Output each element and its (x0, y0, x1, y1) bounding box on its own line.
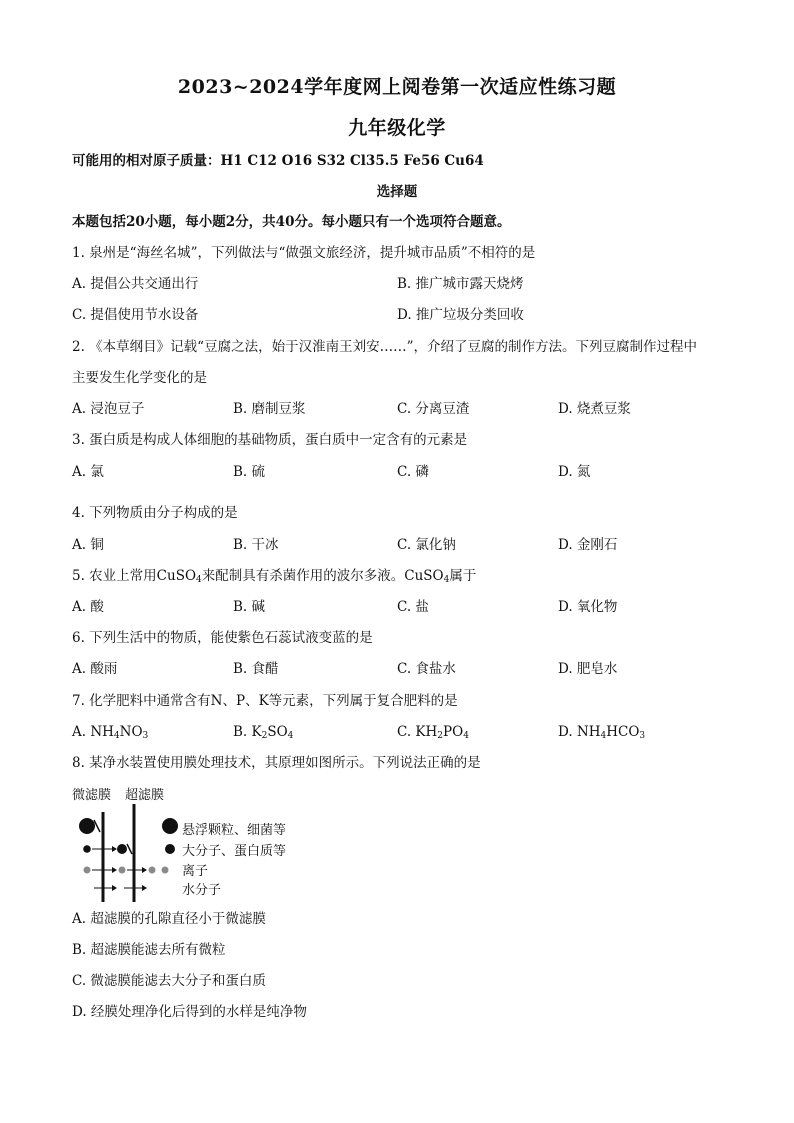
ion (162, 867, 169, 874)
q6-stem: 6. 下列生活中的物质，能使紫色石蕊试液变蓝的是 (72, 630, 373, 646)
q1-option-d: D. 推广垃圾分类回收 (397, 307, 524, 323)
ultrafiltration-label: 超滤膜 (125, 788, 165, 803)
macromolecule (117, 844, 127, 854)
q8-stem: 8. 某净水装置使用膜处理技术，其原理如图所示。下列说法正确的是 (72, 755, 481, 771)
legend-water: 水分子 (182, 883, 222, 898)
ion (149, 867, 156, 874)
q1-option-c: C. 提倡使用节水设备 (72, 307, 199, 323)
q3-option-a: A. 氯 (72, 464, 104, 480)
q4-stem: 4. 下列物质由分子构成的是 (72, 505, 238, 521)
q4-option-c: C. 氯化钠 (397, 537, 456, 553)
q5-option-c: C. 盐 (397, 599, 429, 615)
section-instruction: 本题包括20小题，每小题2分，共40分。每小题只有一个选项符合题意。 (72, 214, 511, 230)
q2-option-d: D. 烧煮豆浆 (558, 401, 631, 417)
q8-option-a: A. 超滤膜的孔隙直径小于微滤膜 (72, 911, 266, 927)
q3-option-b: B. 硫 (233, 464, 266, 480)
q8-option-d: D. 经膜处理净化后得到的水样是纯净物 (72, 1004, 307, 1020)
legend-marker-macromolecule (165, 844, 175, 854)
q8-option-c: C. 微滤膜能滤去大分子和蛋白质 (72, 973, 266, 989)
ion (119, 867, 126, 874)
q6-option-c: C. 食盐水 (397, 661, 456, 677)
atomic-masses: 可能用的相对原子质量：H1 C12 O16 S32 Cl35.5 Fe56 Cu64 (72, 153, 484, 169)
q7-option-d: D. $NH_4HCO_3$ (558, 724, 646, 741)
legend-suspended: 悬浮颗粒、细菌等 (182, 823, 287, 838)
legend-ion: 离子 (182, 864, 209, 879)
section-name: 选择题 (376, 184, 418, 200)
q5-stem: 5. 农业上常用CuSO$_4$来配制具有杀菌作用的波尔多液。CuSO$_4$属于 (72, 568, 477, 585)
q4-option-d: D. 金刚石 (558, 537, 618, 553)
q2-stem-line1: 2. 《本草纲目》记载“豆腐之法，始于汉淮南王刘安……”，介绍了豆腐的制作方法。下列豆腐制作过程中 (72, 339, 697, 355)
microfiltration-label: 微滤膜 (72, 788, 112, 803)
q1-option-b: B. 推广城市露天烧烤 (397, 276, 524, 292)
q4-option-a: A. 铜 (72, 537, 104, 553)
q7-stem: 7. 化学肥料中通常含有N、P、K等元素，下列属于复合肥料的是 (72, 693, 458, 709)
q3-option-d: D. 氮 (558, 464, 591, 480)
legend-macromolecule: 大分子、蛋白质等 (182, 844, 287, 859)
q2-stem-line2: 主要发生化学变化的是 (72, 370, 207, 386)
q2-option-a: A. 浸泡豆子 (72, 401, 145, 417)
q1-stem: 1. 泉州是“海丝名城”，下列做法与“做强文旅经济，提升城市品质”不相符的是 (72, 245, 536, 261)
legend-marker-suspended (162, 818, 178, 834)
q5-option-b: B. 碱 (233, 599, 266, 615)
membrane-figure (72, 784, 182, 904)
q1-option-a: A. 提倡公共交通出行 (72, 276, 199, 292)
suspended-particle (79, 818, 95, 834)
q7-option-a: A. $NH_4NO_3$ (72, 724, 149, 741)
q6-option-d: D. 肥皂水 (558, 661, 618, 677)
q3-option-c: C. 磷 (397, 464, 429, 480)
exam-subtitle: 九年级化学 (348, 117, 446, 139)
macromolecule (83, 845, 91, 853)
q4-option-b: B. 干冰 (233, 537, 279, 553)
ion (84, 867, 91, 874)
q5-option-d: D. 氧化物 (558, 599, 618, 615)
q2-option-b: B. 磨制豆浆 (233, 401, 306, 417)
exam-title: 2023~2024学年度网上阅卷第一次适应性练习题 (177, 76, 617, 98)
q8-option-b: B. 超滤膜能滤去所有微粒 (72, 942, 226, 958)
q6-option-a: A. 酸雨 (72, 661, 118, 677)
membrane-diagram (72, 784, 372, 904)
q7-option-c: C. $KH_2PO_4$ (397, 724, 469, 741)
q2-option-c: C. 分离豆渣 (397, 401, 470, 417)
q3-stem: 3. 蛋白质是构成人体细胞的基础物质，蛋白质中一定含有的元素是 (72, 432, 468, 448)
q5-option-a: A. 酸 (72, 599, 104, 615)
q7-option-b: B. $K_2SO_4$ (233, 724, 294, 741)
q6-option-b: B. 食醋 (233, 661, 279, 677)
